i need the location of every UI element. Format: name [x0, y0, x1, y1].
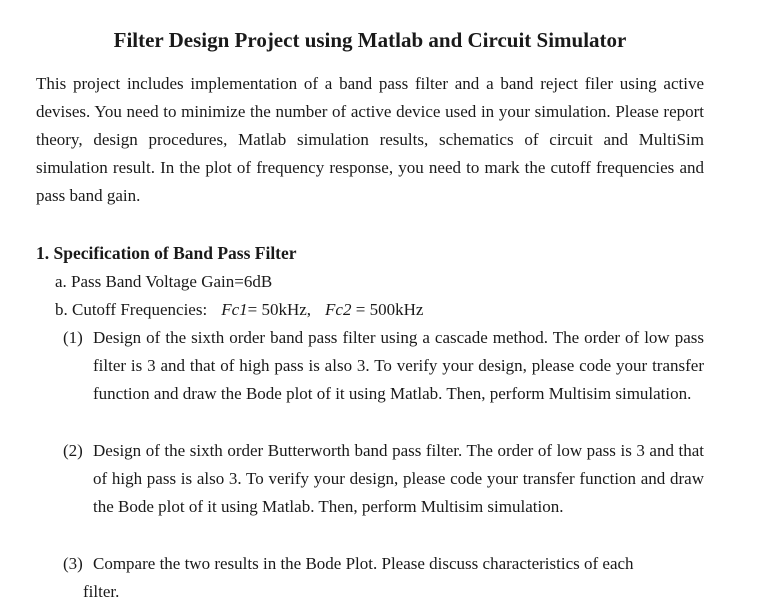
fc1-value: = 50kHz, [247, 300, 312, 319]
task-item-2 [63, 437, 704, 521]
task-number: (1) [63, 328, 83, 347]
task-text: Design of the sixth order Butterworth band pass filter. The order of low pass is 3 and that of high pass is also 3. To verify your design, please code your transfer function and draw the Bode plot of it using Matlab. Then, perform Multisim simulation. [93, 441, 704, 516]
fc1-symbol: Fc1 [221, 300, 248, 319]
spec-cutoff-frequencies [55, 296, 423, 324]
fc2-symbol: Fc2 [325, 300, 352, 319]
task-item-1 [63, 324, 704, 408]
task-text: Design of the sixth order band pass filter using a cascade method. The order of low pass filter is 3 and that of high pass is also 3. To verify your design, please code your transfer function and draw the Bode plot of it using Matlab. Then, perform Multisim simulation. [93, 328, 704, 403]
section-heading-band-pass: 1. Specification of Band Pass Filter [36, 243, 297, 263]
task-number: (3) [63, 554, 83, 573]
task-text-continued: filter. [83, 582, 120, 601]
intro-paragraph: This project includes implementation of a band pass filter and a band reject filer using active devises. You need to minimize the number of active device used in your simulation. Please report theory, design procedures, Matlab simulation results, schematics of circuit and MultiSim simulation result. In the plot of frequency response, you need to mark the cutoff frequencies and pass band gain. [36, 74, 704, 205]
spec-cutoff-label: b. Cutoff Frequencies: [55, 300, 208, 319]
document-title: Filter Design Project using Matlab and Circuit Simulator [113, 28, 627, 53]
fc2-value: = 500kHz [355, 300, 424, 319]
spec-pass-band-gain: a. Pass Band Voltage Gain=6dB [55, 272, 273, 291]
task-number: (2) [63, 441, 83, 460]
task-item-3 [63, 550, 723, 606]
task-text: Compare the two results in the Bode Plot. Please discuss characteristics of each [93, 554, 634, 573]
